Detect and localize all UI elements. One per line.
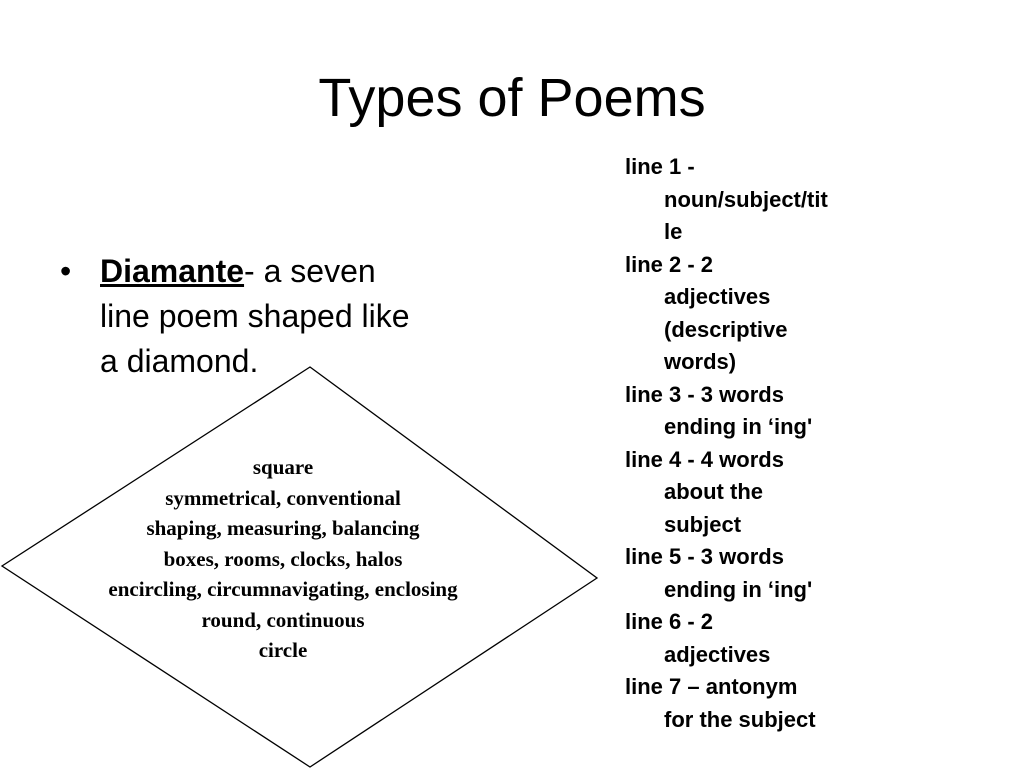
rule-7-label: line 7 – antonym — [625, 674, 798, 699]
rule-1-cont-1: noun/subject/tit — [664, 186, 828, 212]
poem-line-1: square — [252, 455, 314, 479]
slide-title: Types of Poems — [318, 68, 706, 128]
rule-4-label: line 4 - 4 words — [625, 446, 784, 472]
poem-line-6: round, continuous — [201, 607, 365, 632]
rule-2-cont-3: words) — [664, 349, 737, 374]
diamante-bullet — [60, 249, 500, 384]
bullet-line-3: a diamond. — [100, 343, 259, 379]
rule-6-cont-1: adjectives — [664, 641, 771, 667]
rule-1-cont-2: le — [664, 219, 683, 244]
rule-2-label: line 2 - 2 — [625, 251, 714, 277]
poem-line-7: circle — [258, 638, 308, 662]
bullet-line-1: - a seven — [244, 253, 376, 289]
rule-4-cont-2: subject — [664, 511, 742, 537]
diamante-term: Diamante — [100, 253, 245, 289]
diamante-structure-list — [625, 151, 885, 736]
bullet-text — [100, 249, 500, 384]
bullet-marker: • — [60, 253, 72, 289]
poem-line-2: symmetrical, conventional — [165, 485, 401, 510]
rule-7-cont-1: for the subject — [664, 706, 816, 732]
rule-3-label: line 3 - 3 words — [625, 381, 784, 407]
rule-4-cont-1: about the — [664, 479, 763, 504]
poem-line-4: boxes, rooms, clocks, halos — [163, 546, 403, 571]
rule-3-cont-1: ending in ‘ing' — [664, 414, 813, 439]
rule-5-label: line 5 - 3 words — [625, 544, 784, 569]
rule-5-cont-1: ending in ‘ing' — [664, 576, 813, 602]
rule-2-cont-1: adjectives — [664, 284, 771, 309]
rule-2-cont-2: (descriptive — [664, 316, 788, 342]
poem-line-5: encircling, circumnavigating, enclosing — [108, 577, 458, 601]
diamond-poem — [40, 452, 526, 666]
poem-line-3: shaping, measuring, balancing — [146, 516, 420, 540]
rule-1-label: line 1 - — [625, 154, 695, 179]
bullet-line-2: line poem shaped like — [100, 298, 410, 334]
rule-6-label: line 6 - 2 — [625, 609, 714, 634]
